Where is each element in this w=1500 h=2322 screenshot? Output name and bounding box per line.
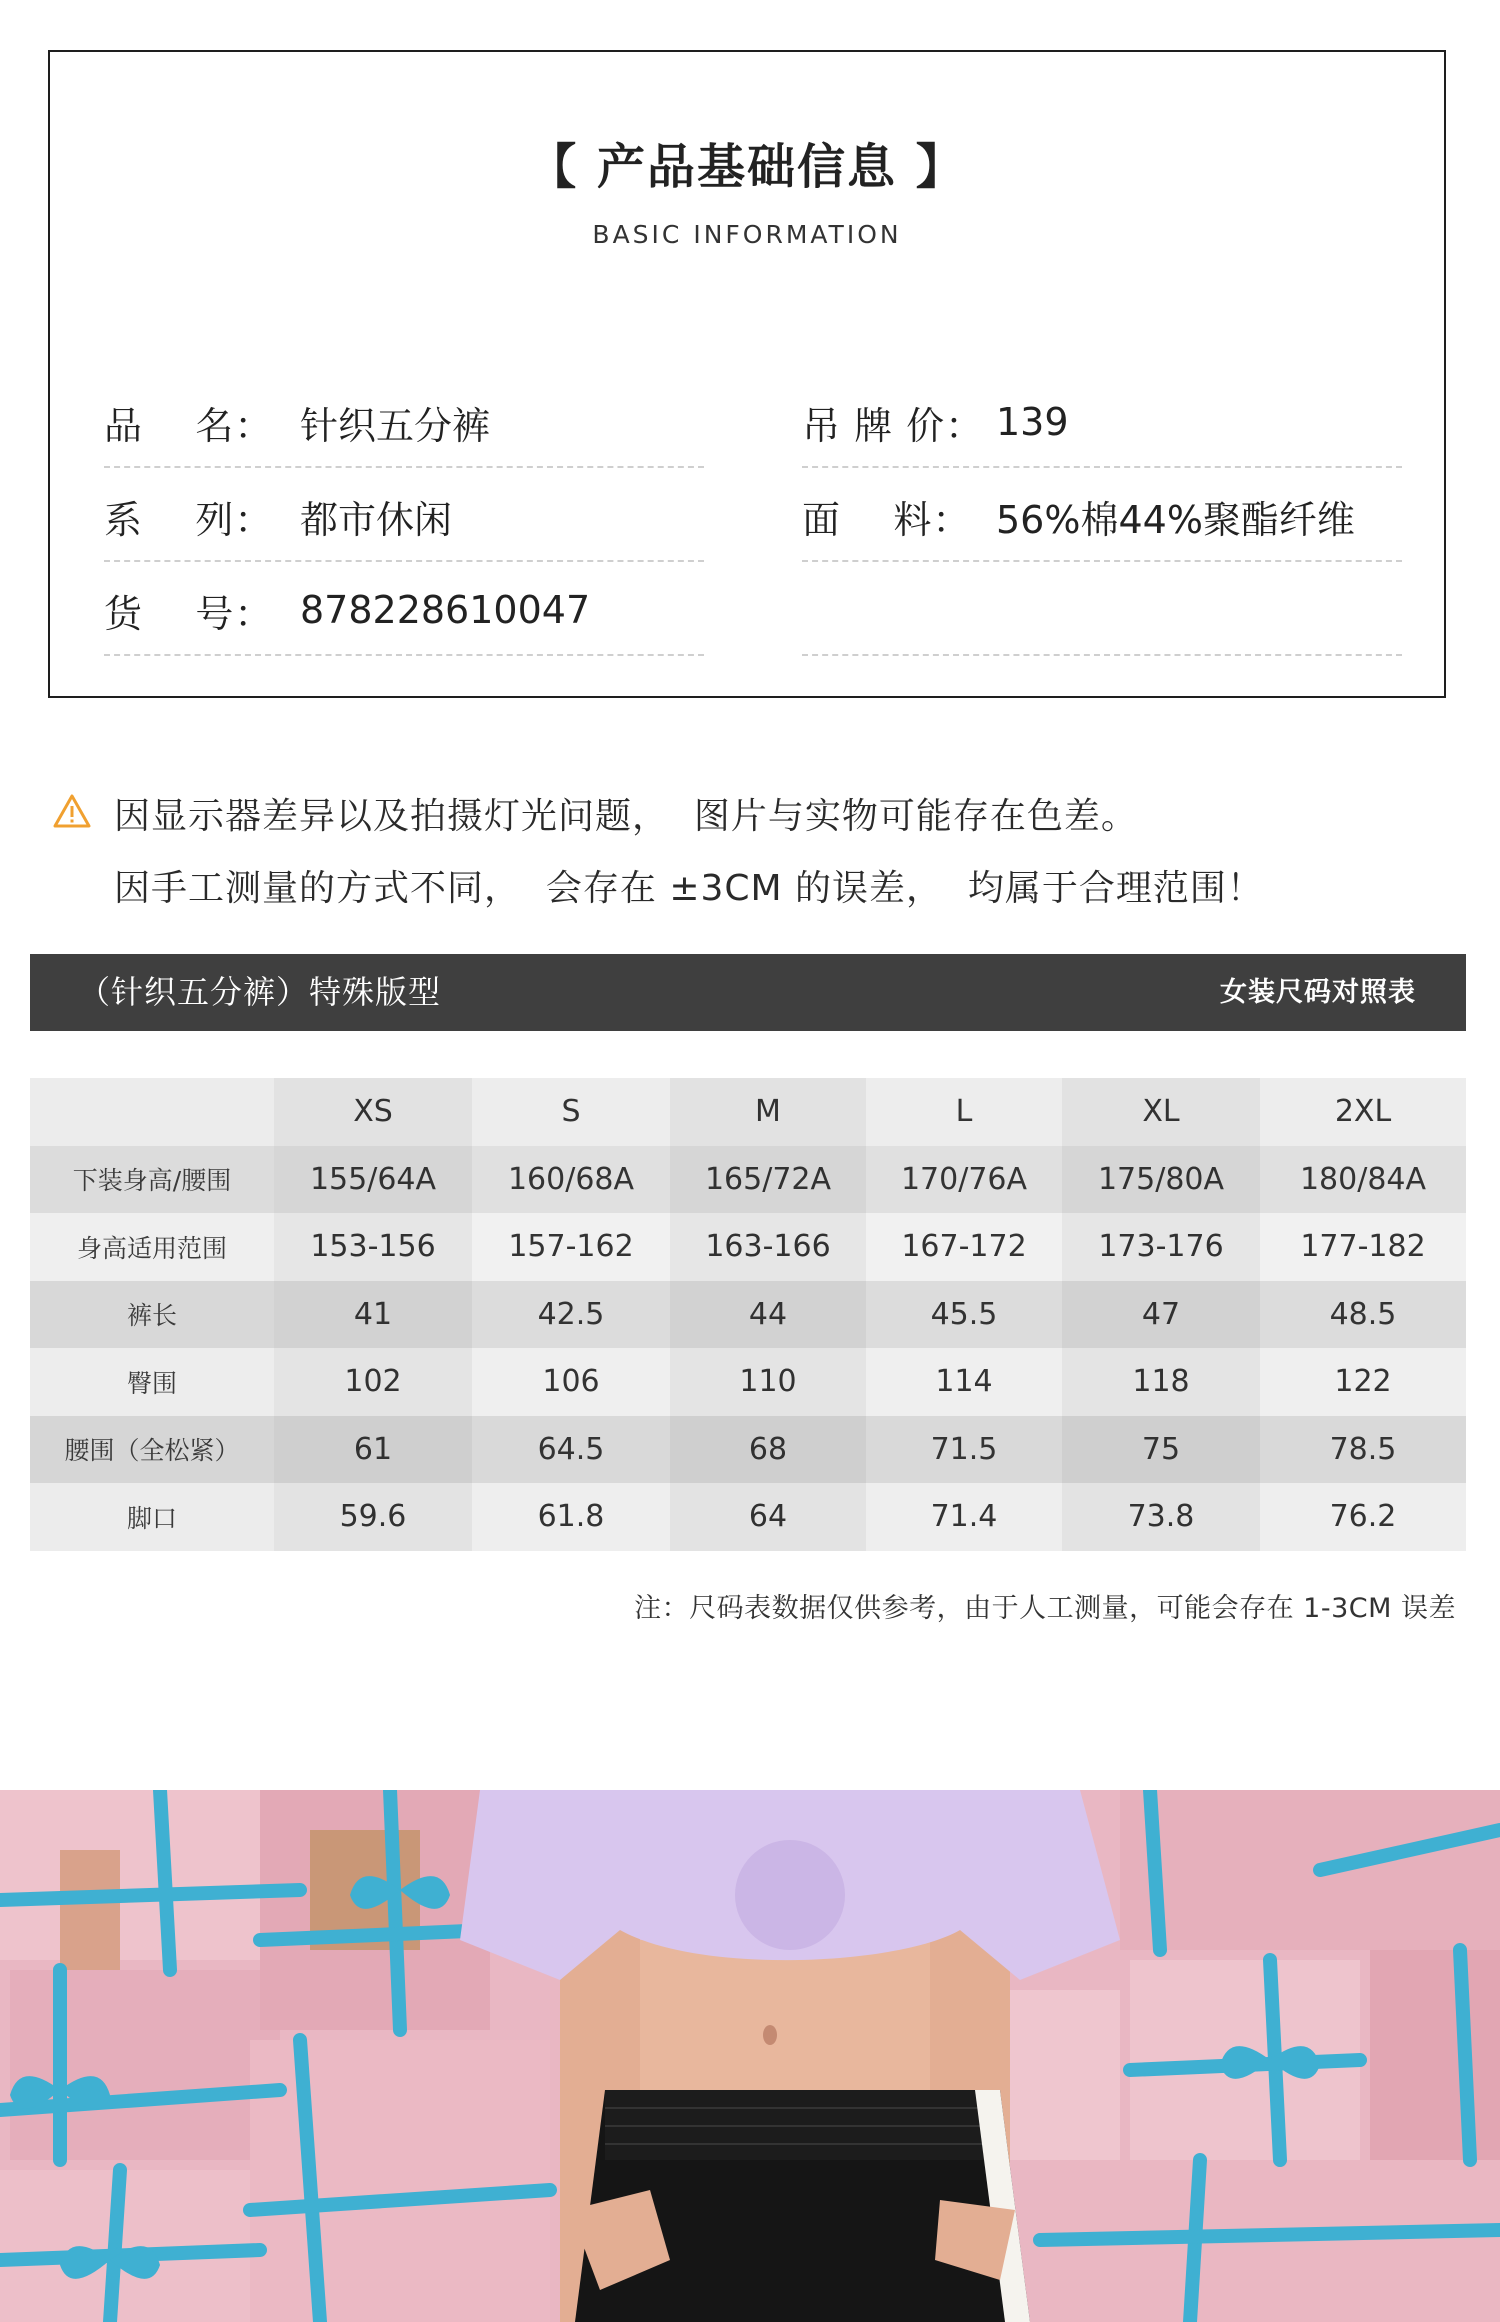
- table-row: [30, 1281, 1466, 1349]
- table-cell: 170/76A: [866, 1146, 1062, 1214]
- table-row-label: 身高适用范围: [30, 1213, 274, 1281]
- info-row-sku: [104, 566, 704, 656]
- table-cell: 114: [866, 1348, 1062, 1416]
- info-label-price: 吊 牌 价：: [802, 403, 985, 448]
- size-chart-title: （针织五分裤）特殊版型: [78, 973, 442, 1011]
- info-label-series: 系 列：: [104, 497, 274, 542]
- product-info-panel: [48, 50, 1446, 698]
- table-cell: 61: [274, 1416, 472, 1484]
- info-value-price: 139: [996, 400, 1069, 444]
- table-row-label: 下装身高/腰围: [30, 1146, 274, 1214]
- table-cell: 64.5: [472, 1416, 670, 1484]
- table-cell: 59.6: [274, 1483, 472, 1551]
- table-row-label: 裤长: [30, 1281, 274, 1349]
- info-label-name: 品 名：: [104, 403, 274, 448]
- info-row-series: [104, 472, 704, 562]
- table-cell: 41: [274, 1281, 472, 1349]
- table-header-cell: [30, 1078, 274, 1146]
- warning-icon: [52, 793, 92, 829]
- table-cell: 71.5: [866, 1416, 1062, 1484]
- table-cell: 73.8: [1062, 1483, 1260, 1551]
- info-label-sku: 货 号：: [104, 591, 274, 636]
- table-cell: 157-162: [472, 1213, 670, 1281]
- table-header-cell: 2XL: [1260, 1078, 1466, 1146]
- table-cell: 71.4: [866, 1483, 1062, 1551]
- table-header-cell: M: [670, 1078, 866, 1146]
- table-cell: 44: [670, 1281, 866, 1349]
- size-table-note: 注：尺码表数据仅供参考，由于人工测量，可能会存在 1-3CM 误差: [634, 1593, 1456, 1624]
- table-row: [30, 1213, 1466, 1281]
- table-cell: 160/68A: [472, 1146, 670, 1214]
- notice-line-2: 因手工测量的方式不同， 会存在 ±3CM 的误差， 均属于合理范围！: [114, 868, 1264, 909]
- table-cell: 76.2: [1260, 1483, 1466, 1551]
- table-cell: 78.5: [1260, 1416, 1466, 1484]
- size-table: [30, 1078, 1466, 1551]
- table-row: [30, 1416, 1466, 1484]
- table-cell: 177-182: [1260, 1213, 1466, 1281]
- table-row: [30, 1483, 1466, 1551]
- table-row-label: 脚口: [30, 1483, 274, 1551]
- table-cell: 64: [670, 1483, 866, 1551]
- info-title: 【 产品基础信息 】: [528, 139, 966, 195]
- table-cell: 118: [1062, 1348, 1260, 1416]
- info-subtitle: BASIC INFORMATION: [592, 220, 902, 249]
- table-cell: 48.5: [1260, 1281, 1466, 1349]
- table-row: [30, 1146, 1466, 1214]
- table-cell: 173-176: [1062, 1213, 1260, 1281]
- model-photo-illustration: [0, 1790, 1500, 2322]
- table-cell: 165/72A: [670, 1146, 866, 1214]
- info-row-price: [802, 378, 1402, 468]
- table-cell: 180/84A: [1260, 1146, 1466, 1214]
- table-header-cell: XS: [274, 1078, 472, 1146]
- info-value-sku: 878228610047: [300, 588, 591, 632]
- table-header-cell: S: [472, 1078, 670, 1146]
- info-value-fabric: 56%棉44%聚酯纤维: [996, 497, 1355, 542]
- table-row: [30, 1348, 1466, 1416]
- table-header-cell: XL: [1062, 1078, 1260, 1146]
- table-cell: 106: [472, 1348, 670, 1416]
- info-row-fabric: [802, 472, 1402, 562]
- table-cell: 155/64A: [274, 1146, 472, 1214]
- table-cell: 61.8: [472, 1483, 670, 1551]
- info-row-empty: [802, 566, 1402, 656]
- table-cell: 110: [670, 1348, 866, 1416]
- table-cell: 163-166: [670, 1213, 866, 1281]
- notice-line-1: 因显示器差异以及拍摄灯光问题， 图片与实物可能存在色差。: [114, 796, 1138, 837]
- table-cell: 122: [1260, 1348, 1466, 1416]
- table-header-cell: L: [866, 1078, 1062, 1146]
- table-row-label: 臀围: [30, 1348, 274, 1416]
- table-row-label: 腰围（全松紧）: [30, 1416, 274, 1484]
- product-photo: [0, 1790, 1500, 2322]
- table-cell: 167-172: [866, 1213, 1062, 1281]
- info-value-name: 针织五分裤: [300, 403, 491, 448]
- info-row-name: [104, 378, 704, 468]
- table-header-row: [30, 1078, 1466, 1146]
- size-chart-header: [30, 954, 1466, 1031]
- info-label-fabric: 面 料：: [802, 497, 972, 542]
- info-value-series: 都市休闲: [300, 497, 453, 542]
- table-cell: 47: [1062, 1281, 1260, 1349]
- table-cell: 45.5: [866, 1281, 1062, 1349]
- table-cell: 75: [1062, 1416, 1260, 1484]
- table-cell: 102: [274, 1348, 472, 1416]
- table-cell: 42.5: [472, 1281, 670, 1349]
- size-chart-subtitle: 女装尺码对照表: [1220, 977, 1416, 1008]
- table-cell: 153-156: [274, 1213, 472, 1281]
- table-cell: 175/80A: [1062, 1146, 1260, 1214]
- table-cell: 68: [670, 1416, 866, 1484]
